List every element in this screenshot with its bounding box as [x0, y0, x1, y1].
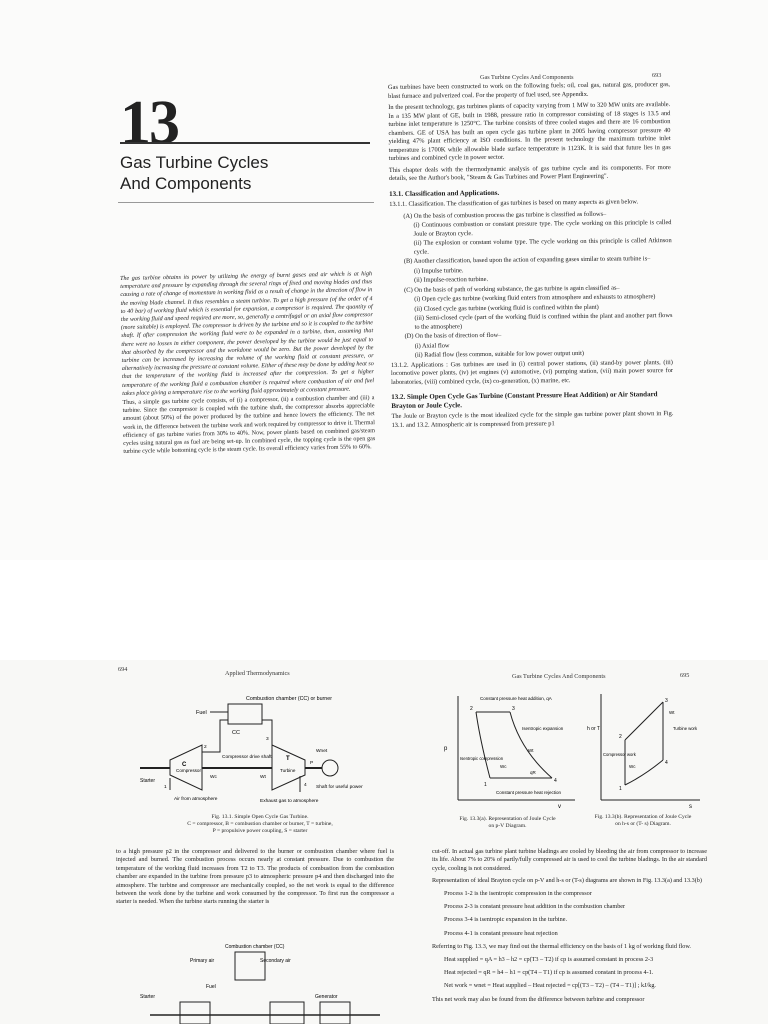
- process-item: Process 1-2 is the isentropic compression in the compressor: [444, 889, 592, 897]
- hs-state-1: 1: [619, 786, 622, 792]
- intro-second-paragraph: Thus, a simple gas turbine cycle consists, of (i) a compressor, (ii) a combustion chamber and (iii) a turbine. Since the compressor is coupled with the turbine shaft, the compressor absorbs appreciable amount (about 50%) of the power produced by the turbine and hence lowers the efficiency. The net work in, the difference between the turbine work and work required by compressor to drive it. Thermal efficiency of gas turbine varies from 30% to 40%. Now, power plants based on combined gas/steam cycles using natural gas as fuel are being set-up. In combined cycle, the topping cycle is the open gas turbine cycle while bottoming cycle is the steam cycle. Its overall efficiency varies from 55% to 60%.: [122, 395, 376, 456]
- fig-13-1-caption: [140, 814, 380, 835]
- process-item: Process 2-3 is constant pressure heat addition in the combustion chamber: [444, 903, 626, 911]
- fig-label-compressor-drive-shaft: Compressor drive shaft: [222, 755, 272, 760]
- fig2-label-secondary-air: Secondary air: [260, 958, 291, 964]
- pv-label-qr: qR: [530, 770, 536, 775]
- fig2-turbine-casing: [270, 1002, 304, 1024]
- paragraph-technology: In the present technology, gas turbines plants of capacity varying from 1 MW to 320 MW units are available. In a 135 MW plant of GE, built in 1988, pressure ratio in compressor consisting of 18 stages is 13.5 and turbine inlet temperature is 1250°C. The turbine consists of three cooled stages and there are 16 combustion chambers. GE of USA has built an open cycle gas turbine plant in 2005 having compressor pressure 40 yielding 47% plant efficiency at ISO conditions. In the present technology the maximum turbine inlet temperature is 1700K while allowable blade surface temperature is 1123K. It is said that future lies in gas turbines and combined cycle in power sector.: [388, 101, 671, 162]
- hs-state-2: 2: [619, 734, 622, 740]
- fig-label-wnet: Wnet: [316, 749, 328, 754]
- fig-label-shaft-useful-power: Shaft for useful power: [316, 785, 363, 790]
- pv-label-heat-addition: Constant pressure heat addition, qA: [480, 696, 552, 701]
- chapter-number: 13: [120, 89, 178, 157]
- pv-label-isentropic-expansion: Isentropic expansion: [522, 726, 564, 731]
- fig2-label-combustion-chamber: Combustion chamber (CC): [225, 944, 285, 950]
- chapter-title: Gas Turbine Cycles And Components: [120, 153, 269, 193]
- fig-label-state-4: 4: [304, 783, 307, 788]
- fig2-generator-box: [320, 1002, 350, 1024]
- fig-label-state-2: 2: [204, 745, 207, 750]
- hs-label-wc: Wc: [629, 764, 636, 769]
- section-heading-13-2: 13.2. Simple Open Cycle Gas Turbine (Constant Pressure Heat Addition) or Air Standard Brayton or Joule Cycle.: [391, 390, 658, 410]
- page-number-694: 694: [118, 666, 128, 673]
- fig2-label-fuel: Fuel: [206, 984, 216, 990]
- classification-item: (C) On the basis of path of working substance, the gas turbine is again classified as–: [404, 284, 620, 294]
- equation-net-work: Net work = wnet = Heat supplied – Heat rejected = cp[(T3 – T2) – (T4 – T1)] ; kJ/kg.: [444, 982, 656, 990]
- paragraph-representation: Representation of ideal Brayton cycle on p-V and h-s or (T-s) diagrams are shown in Fig. 13.3(a) and 13.3(b): [432, 877, 702, 885]
- hs-state-4: 4: [665, 760, 668, 766]
- fig-label-exhaust: Exhaust gas to atmosphere: [260, 799, 319, 804]
- running-head-695: Gas Turbine Cycles And Components: [512, 673, 606, 680]
- fig-label-t: T: [286, 756, 290, 762]
- classification-item: (B) Another classification, based upon the action of expanding gases similar to steam turbine is–: [403, 255, 651, 265]
- pv-process-3-4: [510, 712, 552, 778]
- pv-label-wc: Wc: [500, 764, 507, 769]
- classification-item: (i) Open cycle gas turbine (working fluid enters from atmosphere and exhausts to atmosphere): [414, 293, 656, 303]
- fig-label-turbine: Turbine: [280, 768, 296, 773]
- pv-state-3: 3: [512, 706, 515, 712]
- page-694-paragraph: to a high pressure p2 in the compressor and delivered to the burner or combustion chamber where fuel is injected and burned. The combustion process occurs nearly at constant pressure. Due to combustion the temperature of the working fluid increases from T2 to T3. The products of combustion from the combustion chamber are expanded in the turbine from pressure p3 to atmospheric pressure p4 and then discharged into the atmosphere. The turbine and compressor are mechanically coupled, so the net work is equal to the difference between the work done by the turbine and work consumed by the compressor. To first run the compressor a starter is needed. When the turbine starts running the starter is: [116, 848, 394, 906]
- classification-item: (i) Continuous combustion or constant pressure type. The cycle working on this principle is called Joule or Brayton cycle.: [413, 219, 672, 238]
- fig2-compressor-casing: [180, 1002, 210, 1024]
- chapter-intro-column: [120, 270, 375, 457]
- load-generator-icon: [322, 760, 338, 776]
- pv-label-isentropic-compression: Isentropic compression: [460, 756, 504, 761]
- pv-axis-p: p: [444, 746, 448, 752]
- hs-label-turbine-work: Turbine work: [673, 726, 698, 731]
- hs-label-wt: Wt: [669, 710, 675, 715]
- paragraph-efficiency: Referring to Fig. 13.3, we may find out the thermal efficiency on the basis of 1 kg of working fluid flow.: [432, 943, 691, 951]
- intro-paragraph: The gas turbine obtains its power by utilizing the energy of burnt gases and air which is at high temperature and pressure by expanding through the several rings of fixed and moving blades and thus causing a rate of change of momentum in working fluid as a result of change in the direction of flow in the moving blade channel. It thus resembles a steam turbine. To get a high pressure (of the order of 4 to 40 bar) of working fluid which is essential for expansion, a compressor is required. The quantity of the working fluid and speed required are more, so, generally a centrifugal or an axial flow compressor (more suitable) is employed. The compressor is driven by the turbine and so it is coupled to the turbine shaft. If after compression the working fluid were to be expanded in a turbine, then, assuming that there were no losses in either component, the power developed by the turbine would be just equal to that absorbed by the compressor and the workdone would be zero. But the power developed by the turbine can be increased by increasing the volume of the working fluid at constant pressure, or alternatively increasing the pressure at constant volume. Either of these may be done by adding heat so that the temperature of the working fluid is increased after the compression. To get a higher temperature of the working fluid a combustion chamber is required where combustion of air and fuel takes place giving a temperature rise to the working fluid approximately at constant pressure.: [120, 271, 375, 397]
- classification-item: (i) Impulse turbine.: [413, 266, 464, 275]
- fig-label-combustion-chamber: Combustion chamber (CC) or burner: [246, 696, 332, 702]
- fig2-label-generator: Generator: [315, 994, 338, 1000]
- paragraph-net-work: This net work may also be found from the difference between turbine and compressor: [432, 995, 645, 1003]
- classification-item: (ii) The explosion or constant volume type. The cycle working on this principle is called Atkinson cycle.: [413, 237, 672, 256]
- figure-13-1-open-cycle-gas-turbine: [140, 690, 370, 815]
- classification-item: (D) On the basis of direction of flow–: [404, 331, 502, 340]
- fig-13-3b-caption: [578, 814, 708, 828]
- page-number-693: 693: [652, 72, 662, 79]
- classification-item: (ii) Impulse-reaction turbine.: [414, 275, 489, 284]
- page-number-695: 695: [680, 672, 690, 679]
- hs-axis-h: h or T: [587, 726, 600, 732]
- equation-heat-supplied: Heat supplied = qA = h3 – h2 = cp(T3 – T2) if cp is assumed constant in process 2-3: [444, 955, 654, 963]
- fig-label-air-from-atmosphere: Air from atmosphere: [174, 797, 218, 802]
- combustion-chamber-box: [228, 704, 262, 724]
- fig2-combustor: [235, 952, 265, 980]
- section-13-2-text: The Joule or Brayton cycle is the most idealized cycle for the simple gas turbine power plant shown in Fig. 13.1. and 13.2. Atmospheric air is compressed from pressure p1: [391, 410, 674, 429]
- figure-13-3a-pv-diagram: [440, 690, 580, 810]
- pv-label-heat-rejection: Constant pressure heat rejection: [496, 790, 562, 795]
- figure-13-2-gas-turbine-plant: [140, 940, 390, 1024]
- classification-item: (A) On the basis of combustion process the gas turbine is classified as follows–: [403, 210, 607, 220]
- pv-process-1-2: [476, 712, 490, 778]
- applications-paragraph: 13.1.2. Applications : Gas turbines are used in (i) central power stations, (ii) stand-by power plants, (iii) locomotive power plants, (iv) jet engines (v) automotive, (vi) pumping station, (vii) main power source for laboratories, (viii) combined cycle, (ix) co-generation, (x) marine, etc.: [390, 358, 674, 386]
- fig-label-compressor: Compressor: [176, 768, 202, 773]
- classification-item: (i) Axial flow: [414, 341, 450, 350]
- fig-label-starter: Starter: [140, 778, 156, 784]
- classification-item: (iii) Semi-closed cycle (part of the working fluid is confined within the plant and another part flows to the atmosphere): [414, 312, 673, 331]
- classification-item: (ii) Radial flow (less common, suitable for low power output unit): [414, 349, 585, 359]
- fig-label-state-3: 3: [266, 737, 269, 742]
- paragraph-fuels: Gas turbines have been constructed to work on the following fuels; oil, coal gas, natural gas, producer gas, blast furnace and pulverized coal. For the property of fuel used, see Appendix.: [388, 81, 671, 100]
- pv-state-2: 2: [470, 706, 473, 712]
- fig-13-3a-caption: [440, 816, 575, 830]
- classification-item: (ii) Closed cycle gas turbine (working fluid is confined within the plant): [414, 303, 599, 313]
- equation-heat-rejected: Heat rejected = qR = h4 – h1 = cp(T4 – T1) if cp is assumed constant in process 4-1.: [444, 969, 654, 977]
- fig-label-wc: Wc: [210, 775, 217, 780]
- section-heading-13-1: 13.1. Classification and Applications.: [389, 188, 500, 198]
- fig2-label-starter: Starter: [140, 994, 156, 1000]
- right-column-693: [388, 81, 674, 433]
- fig-13-3a-caption-text: Fig. 13.3(a). Representation of Joule Cycle on p-V Diagram.: [459, 816, 556, 829]
- page-gap: [0, 560, 768, 660]
- fig2-label-primary-air: Primary air: [190, 958, 215, 964]
- pv-axis-v: v: [558, 804, 561, 810]
- fig-13-3b-caption-text: Fig. 13.3(b). Representation of Joule Cycle on h-s or (T- s) Diagram.: [594, 814, 692, 827]
- pv-state-4: 4: [554, 778, 557, 784]
- page-695-text: [432, 848, 707, 1008]
- process-item: Process 3-4 is isentropic expansion in the turbine.: [444, 916, 568, 924]
- fig-label-p: P: [310, 761, 314, 766]
- pv-label-wt: Wt: [528, 748, 534, 753]
- classification-intro: 13.1.1. Classification. The classification of gas turbines is based on many aspects as given below.: [389, 198, 639, 208]
- fig-label-cc: CC: [232, 730, 240, 736]
- fig-13-1-caption-text: Fig. 13.1. Simple Open Cycle Gas Turbine. C = compressor, B = combustion chamber or burner, T = turbine, P = propulsive power coupling, S = starter: [187, 814, 333, 834]
- fig-label-fuel: Fuel: [196, 710, 207, 716]
- running-head-694: Applied Thermodynamics: [225, 670, 290, 677]
- running-head-693: Gas Turbine Cycles And Components: [480, 74, 574, 81]
- fig-label-state-1: 1: [164, 785, 167, 790]
- paragraph-chapter-scope: This chapter deals with the thermodynamic analysis of gas turbine cycle and its components. For more details, see the Author's book, "Steam & Gas Turbines and Power Plant Engineering".: [388, 163, 671, 182]
- hs-state-3: 3: [665, 698, 668, 704]
- paragraph-cut-off: cut-off. In actual gas turbine plant turbine bladings are cooled by bleeding the air from compressor to increase its life. About 7% to 20% of partly/fully compressed air is used to cool the turbine bladings. In the air standard cycle, cooling is not considered.: [432, 848, 707, 872]
- pv-state-1: 1: [484, 782, 487, 788]
- fig-label-c: C: [182, 762, 187, 768]
- hs-process-2-3: [625, 702, 663, 740]
- process-item: Process 4-1 is constant pressure heat rejection: [444, 929, 558, 937]
- chapter-rule: [120, 142, 370, 144]
- figure-13-3b-hs-diagram: [585, 690, 705, 810]
- chapter-title-rule: [118, 202, 374, 203]
- page-694-text: [116, 848, 394, 907]
- hs-label-compressor-work: Compressor work: [603, 752, 636, 757]
- fig-label-wt: Wt: [260, 775, 266, 780]
- hs-axis-s: s: [689, 804, 692, 810]
